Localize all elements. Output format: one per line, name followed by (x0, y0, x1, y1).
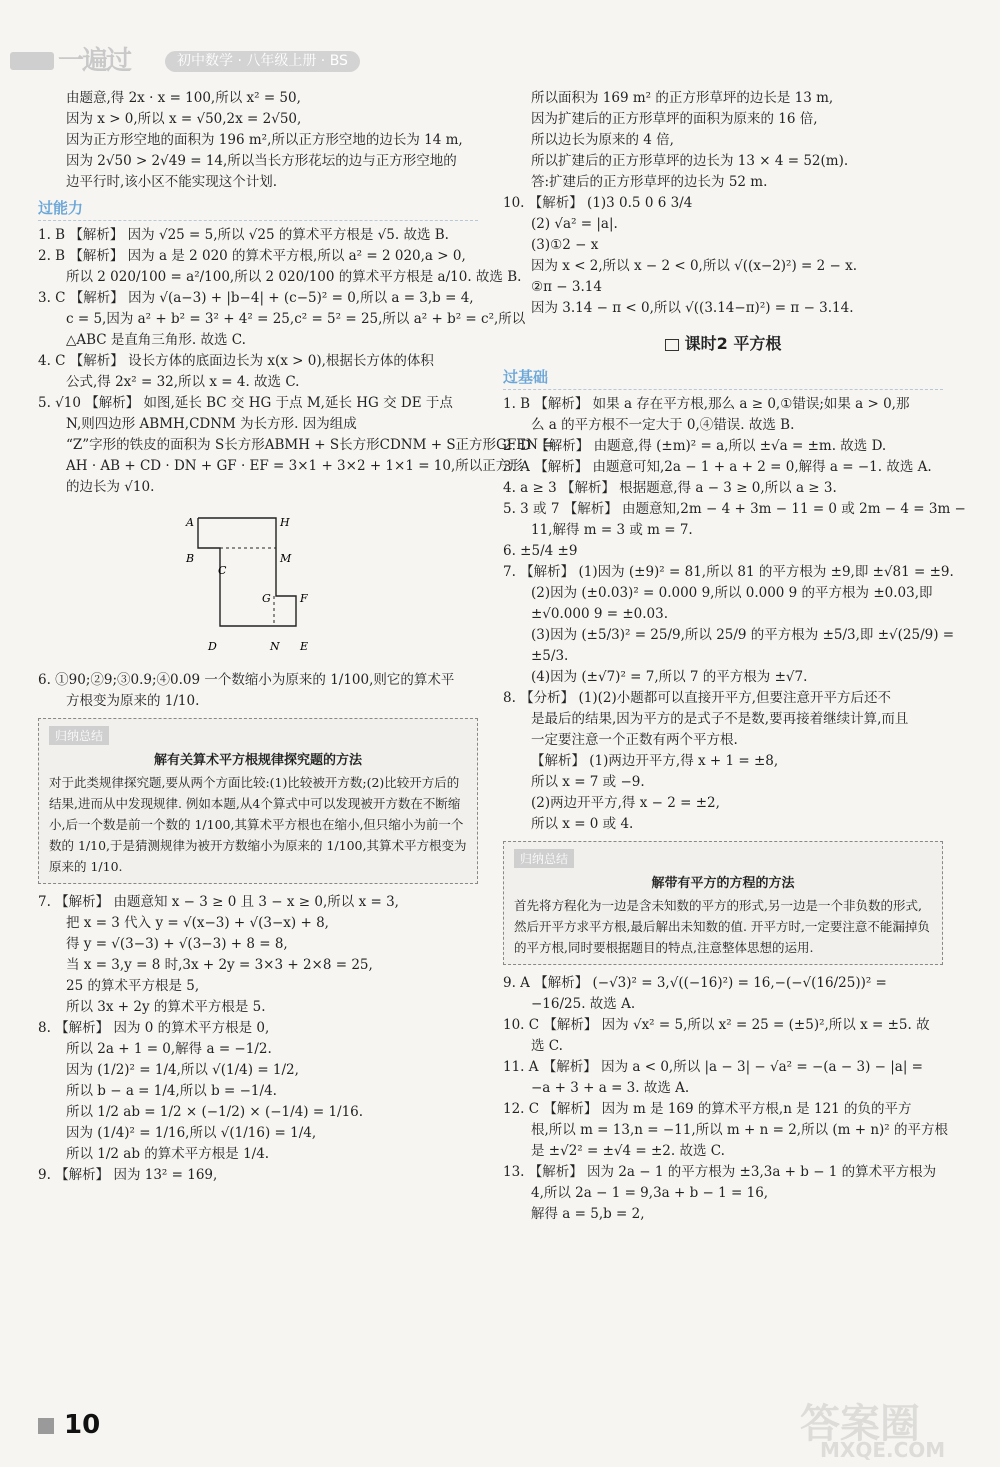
text-line: ②π − 3.14 (531, 279, 602, 295)
page-marker-icon (38, 1418, 54, 1434)
figure-label-B: B (186, 552, 195, 565)
text-line: 因为扩建后的正方形草坪的面积为原来的 16 倍, (531, 111, 818, 127)
text-line: 8. 【分析】 (1)(2)小题都可以直接开平方,但要注意开平方后还不 (503, 690, 891, 706)
text-line: 得 y = √(3−3) + √(3−3) + 8 = 8, (66, 936, 288, 952)
text-line: 所以 3x + 2y 的算术平方根是 5. (66, 999, 266, 1015)
text-line: 2. B 【解析】 因为 a 是 2 020 的算术平方根,所以 a² = 2 020,a > 0, (38, 248, 466, 264)
text-line: 因为 (1/4)² = 1/16,所以 √(1/16) = 1/4, (66, 1125, 317, 1141)
text-line: 所以 2 020/100 = a²/100,所以 2 020/100 的算术平方根是 a/10. 故选 B. (66, 269, 522, 285)
figure-label-G: G (262, 592, 271, 605)
summary-tag: 归纳总结 (514, 849, 574, 868)
summary-box (38, 718, 478, 884)
text-line: 6. ±5/4 ±9 (503, 543, 578, 559)
text-line: 8. 【解析】 因为 0 的算术平方根是 0, (38, 1020, 270, 1036)
text-line: ±√0.000 9 = ±0.03. (531, 606, 668, 622)
book-subtitle: 初中数学 · 八年级上册 · BS (165, 51, 360, 72)
summary-title: 解有关算术平方根规律探究题的方法 (153, 753, 362, 768)
text-line: (2) √a² = |a|. (531, 216, 618, 232)
text-line: 因为 x < 2,所以 x − 2 < 0,所以 √((x−2)²) = 2 − x. (531, 258, 858, 274)
text-line: 所以 2a + 1 = 0,解得 a = −1/2. (66, 1041, 272, 1057)
figure-label-H: H (280, 516, 290, 529)
text-line: (2)因为 (±0.03)² = 0.000 9,所以 0.000 9 的平方根为 ±0.03,即 (531, 585, 933, 601)
text-line: 答:扩建后的正方形草坪的边长为 52 m. (531, 174, 768, 190)
page-footer (38, 1410, 100, 1440)
text-line: 【解析】 (1)两边开平方,得 x + 1 = ±8, (531, 753, 779, 769)
text-line: 4. C 【解析】 设长方体的底面边长为 x(x > 0),根据长方体的体积 (38, 353, 434, 369)
page-header (10, 48, 370, 74)
text-line: 是最后的结果,因为平方的是式子不是数,要再接着继续计算,而且 (531, 711, 909, 727)
text-line: 解得 a = 5,b = 2, (531, 1206, 645, 1222)
text-line: 5. √10 【解析】 如图,延长 BC 交 HG 于点 M,延长 HG 交 DE 于点 (38, 395, 453, 411)
summary-box (503, 841, 943, 965)
section-title: 过基础 (503, 366, 943, 390)
text-line: 所以 b − a = 1/4,所以 b = −1/4. (66, 1083, 277, 1099)
text-line: “Z”字形的铁皮的面积为 S长方形ABMH + S长方形CDNM + S正方形GFEN = (66, 437, 554, 453)
text-line: 因为 x > 0,所以 x = √50,2x = 2√50, (66, 111, 302, 127)
text-line: 11,解得 m = 3 或 m = 7. (531, 522, 693, 538)
text-line: 13. 【解析】 因为 2a − 1 的平方根为 ±3,3a + b − 1 的算术平方根为 (503, 1164, 937, 1180)
z-shape-figure (188, 506, 338, 656)
text-line: 所以 1/2 ab 的算术平方根是 1/4. (66, 1146, 270, 1162)
watermark-logo: 答案圈 (800, 1401, 920, 1447)
text-line: 4,所以 2a − 1 = 9,3a + b − 1 = 16, (531, 1185, 769, 1201)
text-line: 所以 1/2 ab = 1/2 × (−1/2) × (−1/4) = 1/16. (66, 1104, 364, 1120)
text-line: 4. a ≥ 3 【解析】 根据题意,得 a − 3 ≥ 0,所以 a ≥ 3. (503, 480, 837, 496)
summary-text: 对于此类规律探究题,要从两个方面比较:(1)比较被开方数;(2)比较开方后的结果,进而从中发现规律. 例如本题,从4个算式中可以发现被开方数在不断缩小,后一个数是前一个数的 1/100,其算术平方根也在缩小,但只缩小为前一个数的 1/10,于是猜测规律为被开方数缩小为原来的 1/100,其算术平方根变为原来的 1/10. (49, 775, 467, 874)
figure-label-F: F (300, 592, 308, 605)
text-line: N,则四边形 ABMH,CDNM 为长方形. 因为组成 (66, 416, 357, 432)
text-line: 边平行时,该小区不能实现这个计划. (66, 174, 278, 190)
text-line: 3. C 【解析】 因为 √(a−3) + |b−4| + (c−5)² = 0,所以 a = 3,b = 4, (38, 290, 474, 306)
text-line: −a + 3 + a = 3. 故选 A. (531, 1080, 690, 1096)
lesson-icon (665, 339, 679, 351)
figure-label-N: N (270, 640, 280, 653)
figure-label-M: M (280, 552, 292, 565)
book-logo: 一遍过 (58, 46, 131, 76)
text-line: △ABC 是直角三角形. 故选 C. (66, 332, 246, 348)
text-line: (4)因为 (±√7)² = 7,所以 7 的平方根为 ±√7. (531, 669, 808, 685)
text-line: (2)两边开平方,得 x − 2 = ±2, (531, 795, 720, 811)
figure-label-C: C (218, 564, 227, 577)
text-line: 一定要注意一个正数有两个平方根. (531, 732, 738, 748)
text-line: (3)①2 − x (531, 237, 599, 253)
text-line: 10. 【解析】 (1)3 0.5 0 6 3/4 (503, 195, 693, 211)
figure-outline (198, 518, 296, 626)
right-column (503, 88, 966, 1225)
text-line: AH · AB + CD · DN + GF · EF = 3×1 + 3×2 + 1×1 = 10,所以正方形 (66, 458, 523, 474)
text-line: 因为 (1/2)² = 1/4,所以 √(1/4) = 1/2, (66, 1062, 299, 1078)
logo-mark (10, 52, 54, 70)
text-line: 选 C. (531, 1038, 563, 1054)
text-line: 6. ①90;②9;③0.9;④0.09 一个数缩小为原来的 1/100,则它的算术平 (38, 672, 455, 688)
text-line: 公式,得 2x² = 32,所以 x = 4. 故选 C. (66, 374, 300, 390)
text-line: 是 ±√2² = ±√4 = ±2. 故选 C. (531, 1143, 725, 1159)
figure-label-D: D (208, 640, 217, 653)
text-line: 25 的算术平方根是 5, (66, 978, 200, 994)
figure-label-A: A (186, 516, 194, 529)
text-line: 3. A 【解析】 由题意可知,2a − 1 + a + 2 = 0,解得 a = −1. 故选 A. (503, 459, 932, 475)
lesson-title: 课时2 平方根 (503, 331, 943, 354)
text-line: 所以 x = 0 或 4. (531, 816, 634, 832)
text-line: 所以面积为 169 m² 的正方形草坪的边长是 13 m, (531, 90, 834, 106)
text-line: 么 a 的平方根不一定大于 0,④错误. 故选 B. (531, 417, 795, 433)
text-line: 12. C 【解析】 因为 m 是 169 的算术平方根,n 是 121 的负的平方 (503, 1101, 912, 1117)
watermark-url: MXQE.COM (820, 1438, 946, 1462)
text-line: 1. B 【解析】 如果 a 存在平方根,那么 a ≥ 0,①错误;如果 a > 0,那 (503, 396, 910, 412)
figure-container (188, 506, 478, 660)
text-line: ±5/3. (531, 648, 569, 664)
summary-title: 解带有平方的方程的方法 (651, 876, 795, 891)
text-line: 根,所以 m = 13,n = −11,所以 m + n = 2,所以 (m + n)² 的平方根 (531, 1122, 948, 1138)
page-number: 10 (64, 1410, 101, 1440)
text-line: 2. D 【解析】 由题意,得 (±m)² = a,所以 ±√a = ±m. 故选 D. (503, 438, 887, 454)
text-line: 因为 2√50 > 2√49 = 14,所以当长方形花坛的边与正方形空地的 (66, 153, 457, 169)
text-line: 因为正方形空地的面积为 196 m²,所以正方形空地的边长为 14 m, (66, 132, 463, 148)
text-line: 5. 3 或 7 【解析】 由题意知,2m − 4 + 3m − 11 = 0 或 2m − 4 = 3m − (503, 501, 966, 517)
summary-text: 首先将方程化为一边是含未知数的平方的形式,另一边是一个非负数的形式,然后开平方求平方根,最后解出未知数的值. 开平方时,一定要注意不能漏掉负的平方根,同时要根据题目的特点,注意整体思想的运用. (514, 898, 930, 955)
text-line: 所以边长为原来的 4 倍, (531, 132, 674, 148)
text-line: 方根变为原来的 1/10. (66, 693, 200, 709)
text-line: 9. 【解析】 因为 13² = 169, (38, 1167, 218, 1183)
text-line: 所以 x = 7 或 −9. (531, 774, 645, 790)
text-line: 10. C 【解析】 因为 √x² = 5,所以 x² = 25 = (±5)²,所以 x = ±5. 故 (503, 1017, 930, 1033)
text-line: 7. 【解析】 (1)因为 (±9)² = 81,所以 81 的平方根为 ±9,即 ±√81 = ±9. (503, 564, 954, 580)
text-line: 11. A 【解析】 因为 a < 0,所以 |a − 3| − √a² = −(a − 3) − |a| = (503, 1059, 923, 1075)
text-line: −16/25. 故选 A. (531, 996, 636, 1012)
text-line: 因为 3.14 − π < 0,所以 √((3.14−π)²) = π − 3.14. (531, 300, 854, 316)
section-title: 过能力 (38, 197, 478, 221)
text-line: 当 x = 3,y = 8 时,3x + 2y = 3×3 + 2×8 = 25, (66, 957, 373, 973)
summary-tag: 归纳总结 (49, 726, 109, 745)
figure-label-E: E (300, 640, 309, 653)
text-line: 的边长为 √10. (66, 479, 155, 495)
text-line: c = 5,因为 a² + b² = 3² + 4² = 25,c² = 5² = 25,所以 a² + b² = c²,所以 (66, 311, 526, 327)
text-line: (3)因为 (±5/3)² = 25/9,所以 25/9 的平方根为 ±5/3,即 ±√(25/9) = (531, 627, 955, 643)
text-line: 所以扩建后的正方形草坪的边长为 13 × 4 = 52(m). (531, 153, 849, 169)
text-line: 1. B 【解析】 因为 √25 = 5,所以 √25 的算术平方根是 √5. 故选 B. (38, 227, 449, 243)
text-line: 把 x = 3 代入 y = √(x−3) + √(3−x) + 8, (66, 915, 329, 931)
text-line: 由题意,得 2x · x = 100,所以 x² = 50, (66, 90, 301, 106)
text-line: 7. 【解析】 由题意知 x − 3 ≥ 0 且 3 − x ≥ 0,所以 x = 3, (38, 894, 399, 910)
text-line: 9. A 【解析】 (−√3)² = 3,√((−16)²) = 16,−(−√(16/25))² = (503, 975, 887, 991)
